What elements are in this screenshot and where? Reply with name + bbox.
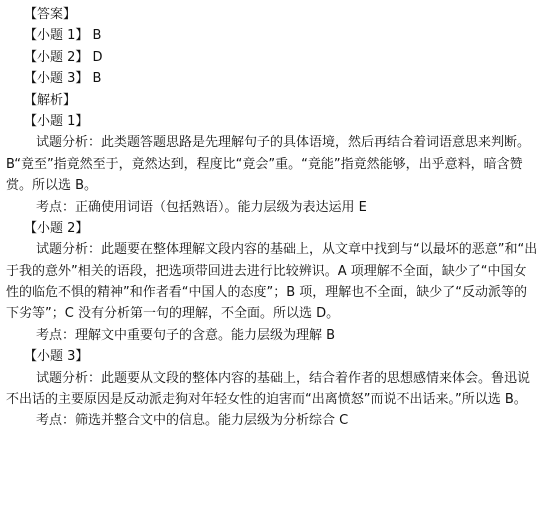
q1-label: 【小题 1】 [24,113,89,129]
answer-label: 【小题 1】 [24,28,89,44]
q1-analysis-line: 试题分析：此类题答题思路是先理解句子的具体语境，然后再结合着词语意思来判断。 [36,135,531,151]
answer-label: 【小题 3】 [24,71,89,87]
answer-value: B [92,71,102,87]
q1-analysis-line: B“竟至”指竟然至于，竟然达到，程度比“竟会”重。“竟能”指竟然能够，出乎意料，暗含赞 [6,156,523,172]
q3-kaodian: 考点：筛选并整合文中的信息。能力层级为分析综合 C [36,413,349,429]
q2-label: 【小题 2】 [24,220,89,236]
answer-value: B [92,28,102,44]
answer-header: 【答案】 [24,7,77,22]
q3-analysis-line: 试题分析：此题要从文段的整体内容的基础上，结合着作者的思想感情来体会。鲁迅说 [36,370,531,386]
answer-item-3 [6,68,548,89]
q3-analysis-line: 不出话的主要原因是反动派走狗对年轻女性的迫害而“出离愤怒”而说不出话来。”所以选 B。 [6,392,527,408]
q2-analysis-line: 性的临危不惧的精神”和作者看“中国人的态度”；B 项，理解也不全面，缺少了“反动派等的 [6,285,527,301]
q2-kaodian: 考点：理解文中重要句子的含意。能力层级为理解 B [36,327,336,343]
q2-analysis-line: 下劣等”；C 没有分析第一句的理解，不全面。所以选 D。 [6,306,340,322]
answer-item-1 [6,25,548,46]
q2-analysis-line: 试题分析：此题要在整体理解文段内容的基础上，从文章中找到与“以最坏的恶意”和“出 [36,242,538,258]
q1-kaodian: 考点：正确使用词语（包括熟语）。能力层级为表达运用 E [36,199,367,215]
q2-analysis-line: 于我的意外”相关的语段，把选项带回进去进行比较辨识。A 项理解不全面，缺少了“中国女 [6,263,527,279]
q1-analysis-line: 赏。所以选 B。 [6,178,98,194]
answer-value: D [92,49,103,65]
analysis-header: 【解析】 [24,92,77,108]
answer-item-2 [6,47,548,68]
answer-label: 【小题 2】 [24,49,89,65]
q3-label: 【小题 3】 [24,349,89,365]
